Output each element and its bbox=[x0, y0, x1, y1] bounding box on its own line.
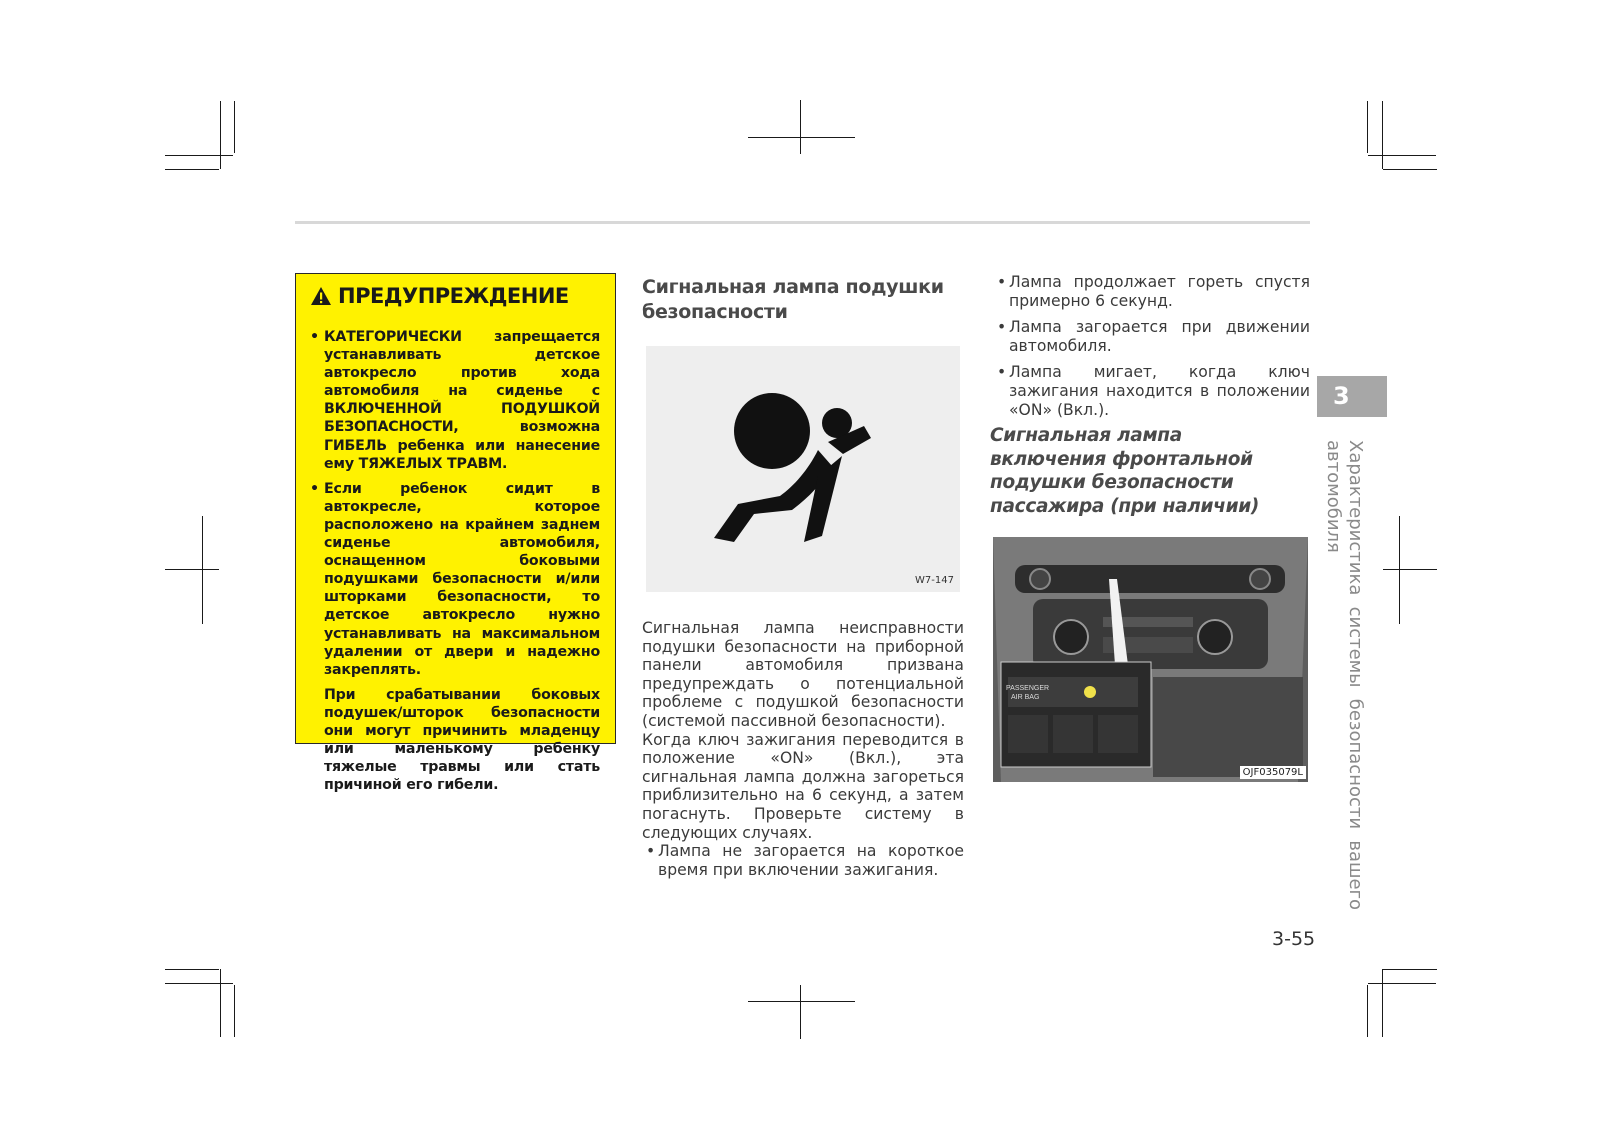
warning-box bbox=[295, 273, 616, 794]
warning-heading bbox=[310, 284, 569, 308]
figure-caption: W7-147 bbox=[915, 575, 954, 586]
header-rule bbox=[295, 221, 1310, 224]
chapter-tab bbox=[1317, 376, 1387, 417]
paragraph: Когда ключ зажигания переводится в положение «ON» (Вкл.), эта сигнальная лампа должна загореться приблизительно на 6 секунд, а затем погаснуть. Проверьте систему в следующих случаях. bbox=[642, 730, 964, 842]
bullet-list bbox=[993, 273, 1310, 427]
crop-mark bbox=[1399, 516, 1400, 624]
chapter-title: Характеристика системы безопасности вашего автомобиля bbox=[1323, 440, 1366, 910]
crop-mark bbox=[1367, 985, 1368, 1037]
chapter-number: 3 bbox=[1333, 382, 1350, 410]
crop-mark bbox=[748, 1001, 855, 1002]
crop-mark bbox=[220, 101, 221, 169]
crop-mark bbox=[165, 569, 219, 570]
dashboard-photo bbox=[993, 537, 1308, 782]
crop-mark bbox=[1382, 101, 1383, 169]
list-item-text: Лампа загорается при движении автомобиля. bbox=[1009, 318, 1310, 355]
crop-mark bbox=[234, 101, 235, 153]
airbag-warning-light-icon bbox=[646, 346, 960, 592]
photo-label: AIR BAG bbox=[1011, 694, 1040, 701]
crop-mark bbox=[1382, 969, 1383, 1037]
crop-mark bbox=[234, 985, 235, 1037]
list-item: • Лампа загорается при движении автомобиля. bbox=[997, 318, 1310, 355]
crop-mark bbox=[1367, 101, 1368, 153]
crop-mark bbox=[1383, 569, 1437, 570]
dashboard-illustration bbox=[993, 537, 1308, 782]
crop-mark bbox=[800, 985, 801, 1039]
page-number: 3-55 bbox=[1272, 928, 1316, 950]
warning-item-text: Если ребенок сидит в автокресле, которое расположено на крайнем заднем сиденье автомобиля, оснащенном боковыми подушками безопасности и/или шторками безопасности, то детское автокресло нужно устанавливать на максимальном удалении от двери и надежно закреплять. bbox=[324, 480, 600, 678]
list-item-text: Лампа мигает, когда ключ зажигания находится в положении «ON» (Вкл.). bbox=[1009, 363, 1310, 419]
list-item-text: Лампа не загорается на короткое время при включении зажигания. bbox=[658, 842, 964, 879]
section-title: Сигнальная лампа подушки безопасности bbox=[642, 276, 944, 323]
subsection-title: Сигнальная лампа включения фронтальной подушки безопасности пассажира (при наличии) bbox=[990, 425, 1260, 517]
warning-item: • Если ребенок сидит в автокресле, которое расположено на крайнем заднем сиденье автомобиля, оснащенном боковыми подушками безопасности и/или шторками безопасности, то детское автокресло нужно устанавливать на максимальном удалении от двери и надежно закреплять. bbox=[310, 480, 600, 678]
chapter-title-vertical bbox=[1322, 440, 1366, 910]
crop-mark bbox=[165, 155, 233, 156]
list-item: • Лампа продолжает гореть спустя примерно 6 секунд. bbox=[997, 273, 1310, 310]
list-item-text: Лампа продолжает гореть спустя примерно 6 секунд. bbox=[1009, 273, 1310, 310]
list-item: • Лампа не загорается на короткое время при включении зажигания. bbox=[646, 842, 964, 879]
crop-mark bbox=[165, 169, 219, 170]
warning-title: ПРЕДУПРЕЖДЕНИЕ bbox=[338, 284, 569, 308]
warning-item: • КАТЕГОРИЧЕСКИ запрещается устанавливать детское автокресло против хода автомобиля на сиденье с ВКЛЮЧЕННОЙ ПОДУШКОЙ БЕЗОПАСНОСТИ, возможна ГИБЕЛЬ ребенка или нанесение ему ТЯЖЕЛЫХ ТРАВМ. bbox=[310, 329, 600, 472]
photo-caption: OJF035079L bbox=[1240, 766, 1306, 779]
photo-label: PASSENGER bbox=[1006, 685, 1050, 692]
crop-mark bbox=[165, 969, 219, 970]
crop-mark bbox=[220, 969, 221, 1037]
crop-mark bbox=[1368, 155, 1436, 156]
crop-mark bbox=[202, 516, 203, 624]
crop-mark bbox=[800, 100, 801, 154]
section-body bbox=[642, 619, 964, 879]
warning-item-text: КАТЕГОРИЧЕСКИ запрещается устанавливать детское автокресло против хода автомобиля на сиденье с ВКЛЮЧЕННОЙ ПОДУШКОЙ БЕЗОПАСНОСТИ, возможна ГИБЕЛЬ ребенка или нанесение ему ТЯЖЕЛЫХ ТРАВМ. bbox=[324, 329, 600, 472]
crop-mark bbox=[748, 137, 855, 138]
paragraph: Сигнальная лампа неисправности подушки безопасности на приборной панели автомобиля призвана предупреждать о потенциальной проблеме с подушкой безопасности (системой пассивной безопасности). bbox=[642, 619, 964, 730]
airbag-warning-figure bbox=[646, 346, 960, 592]
crop-mark bbox=[1383, 969, 1437, 970]
crop-mark bbox=[165, 983, 233, 984]
warning-item-continuation: При срабатывании боковых подушек/шторок безопасности они могут причинить младенцу или маленькому ребенку тяжелые травмы или стать причиной его гибели. bbox=[324, 686, 600, 794]
crop-mark bbox=[1383, 169, 1437, 170]
crop-mark bbox=[1368, 983, 1436, 984]
warning-triangle-icon bbox=[310, 286, 332, 306]
list-item: • Лампа мигает, когда ключ зажигания находится в положении «ON» (Вкл.). bbox=[997, 363, 1310, 419]
